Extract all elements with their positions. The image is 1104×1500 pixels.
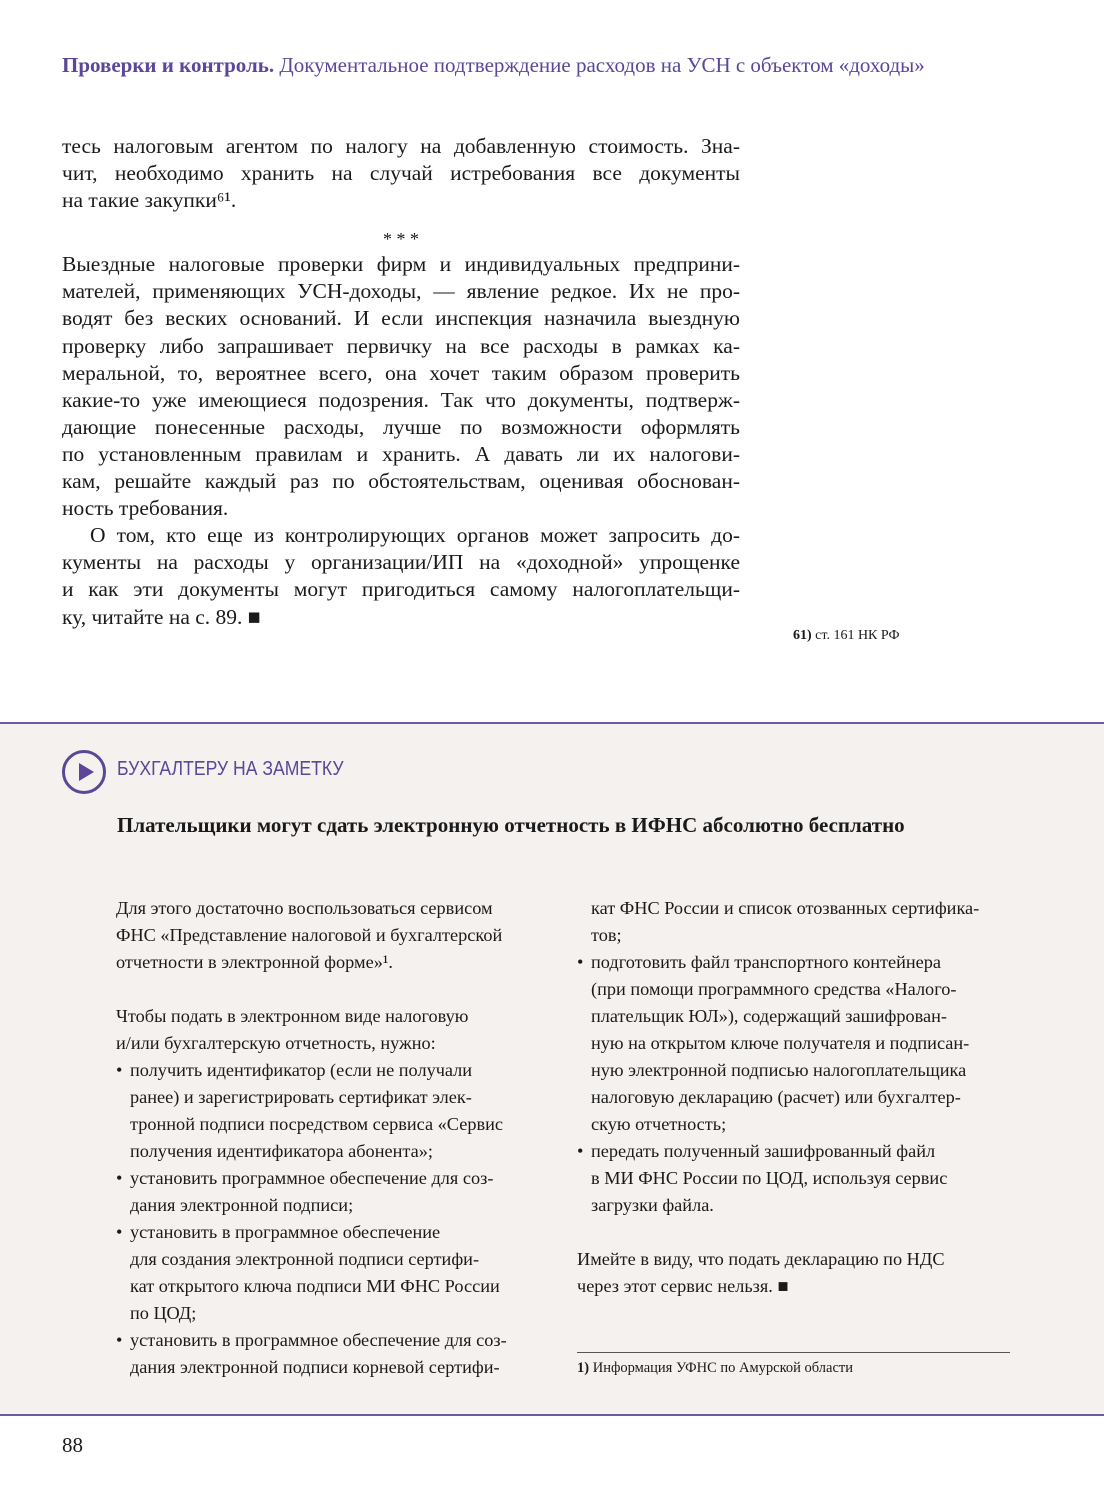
text-line: на такие закупки⁶¹. — [62, 188, 237, 213]
text-line: дания электронной подписи корневой сертифи- — [130, 1357, 500, 1377]
box-title: Плательщики могут сдать электронную отчетность в ИФНС абсолютно бесплатно — [117, 813, 905, 837]
text-line: тов; — [591, 925, 622, 945]
text-line: отчетности в электронной форме»¹. — [116, 952, 393, 972]
text-line: кат открытого ключа подписи МИ ФНС России — [130, 1276, 500, 1296]
page-number: 88 — [62, 1433, 83, 1457]
box-column-left — [116, 895, 546, 1381]
text-line: (при помощи программного средства «Налого- — [591, 979, 957, 999]
text-line: получения идентификатора абонента»; — [130, 1141, 433, 1161]
play-icon — [62, 750, 106, 794]
box-label: БУХГАЛТЕРУ НА ЗАМЕТКУ — [117, 758, 344, 780]
text-line: Чтобы подать в электронном виде налоговую — [116, 1006, 469, 1026]
paragraph — [116, 1003, 546, 1057]
section-separator: * * * — [383, 229, 419, 250]
text-line: водят без веских оснований. И если инспекция назначила выездную — [62, 306, 740, 331]
footnote-text: Информация УФНС по Амурской области — [592, 1360, 853, 1376]
text-line: Для этого достаточно воспользоваться сервисом — [116, 898, 493, 918]
bullet-icon: • — [577, 1141, 584, 1161]
text-line: и как эти документы могут пригодиться самому налогоплательщи- — [62, 577, 740, 602]
text-line: тронной подписи посредством сервиса «Сервис — [130, 1114, 504, 1134]
text-line: налоговую декларацию (расчет) или бухгалтер- — [591, 1087, 961, 1107]
bullet-icon: • — [116, 1168, 123, 1188]
footnote-1 — [577, 1360, 853, 1377]
text-line: плательщик ЮЛ»), содержащий зашифрован- — [591, 1006, 948, 1026]
text-line: по ЦОД; — [130, 1303, 197, 1323]
text-line: тесь налоговым агентом по налогу на добавленную стоимость. Зна- — [62, 134, 740, 158]
text-line: меральной, то, вероятнее всего, она хочет таким образом проверить — [62, 360, 740, 385]
footnote-text: ст. 161 НК РФ — [815, 628, 900, 643]
text-line: через этот сервис нельзя. ■ — [577, 1276, 789, 1296]
text-line: проверку либо запрашивает первичку на все расходы в рамках ка- — [62, 333, 740, 358]
text-line: дающие понесенные расходы, лучше по возможности оформлять — [62, 414, 740, 439]
text-line: О том, кто еще из контролирующих органов может запросить до- — [90, 523, 740, 548]
text-line: установить в программное обеспечение — [130, 1222, 441, 1242]
list-item — [577, 895, 1017, 949]
list-item — [116, 1219, 546, 1327]
main-text — [62, 133, 740, 631]
paragraph — [577, 1246, 1017, 1300]
footnote-61 — [793, 628, 900, 644]
text-line: какие-то уже имеющиеся подозрения. Так что документы, подтверж- — [62, 387, 740, 412]
footnote-number: 61) — [793, 628, 812, 643]
running-head-title: Документальное подтверждение расходов на УСН с объектом «доходы» — [279, 53, 925, 77]
footnote-number: 1) — [577, 1360, 590, 1376]
text-line: получить идентификатор (если не получали — [130, 1060, 473, 1080]
box-column-right — [577, 895, 1017, 1300]
text-line: установить программное обеспечение для соз- — [130, 1168, 494, 1188]
paragraph — [62, 522, 740, 630]
text-line: загрузки файла. — [591, 1195, 714, 1215]
bullet-icon: • — [116, 1330, 123, 1350]
text-line: и/или бухгалтерскую отчетность, нужно: — [116, 1033, 436, 1053]
list-item — [577, 1138, 1017, 1219]
list-item — [116, 1327, 546, 1381]
running-head-section: Проверки и контроль. — [62, 53, 275, 77]
text-line: в МИ ФНС России по ЦОД, используя сервис — [591, 1168, 948, 1188]
bullet-icon: • — [116, 1222, 123, 1242]
text-line: ность требования. — [62, 496, 229, 521]
bullet-icon: • — [577, 952, 584, 972]
paragraph — [62, 251, 740, 522]
footnote-divider — [577, 1352, 1010, 1353]
text-line: передать полученный зашифрованный файл — [591, 1141, 936, 1161]
list-item — [577, 949, 1017, 1138]
text-line: Имейте в виду, что подать декларацию по НДС — [577, 1249, 945, 1269]
list-item — [116, 1057, 546, 1165]
accountant-note-box — [0, 722, 1104, 1416]
text-line: кументы на расходы у организации/ИП на «доходной» упрощенке — [62, 550, 740, 575]
text-line: подготовить файл транспортного контейнера — [591, 952, 942, 972]
text-line: кат ФНС России и список отозванных сертифика- — [591, 898, 980, 918]
text-line: по установленным правилам и хранить. А давать ли их налогови- — [62, 441, 740, 466]
text-line: дания электронной подписи; — [130, 1195, 354, 1215]
text-line: ную на открытом ключе получателя и подписан- — [591, 1033, 970, 1053]
text-line: Выездные налоговые проверки фирм и индивидуальных предприни- — [62, 252, 740, 277]
text-line: чит, необходимо хранить на случай истребования все документы — [62, 161, 740, 186]
text-line: скую отчетность; — [591, 1114, 727, 1134]
running-head — [62, 53, 925, 78]
text-line: мателей, применяющих УСН-доходы, — явление редкое. Их не про- — [62, 279, 740, 304]
text-line: кам, решайте каждый раз по обстоятельствам, оценивая обоснован- — [62, 469, 740, 494]
list-item — [116, 1165, 546, 1219]
paragraph — [116, 895, 546, 976]
text-line: ФНС «Представление налоговой и бухгалтерской — [116, 925, 503, 945]
text-line: ранее) и зарегистрировать сертификат элек- — [130, 1087, 472, 1107]
text-line: установить в программное обеспечение для соз- — [130, 1330, 507, 1350]
bullet-icon: • — [116, 1060, 123, 1080]
text-line: ную электронной подписью налогоплательщика — [591, 1060, 967, 1080]
paragraph — [62, 133, 740, 214]
text-line: ку, читайте на с. 89. ■ — [62, 604, 261, 629]
text-line: для создания электронной подписи сертифи- — [130, 1249, 480, 1269]
